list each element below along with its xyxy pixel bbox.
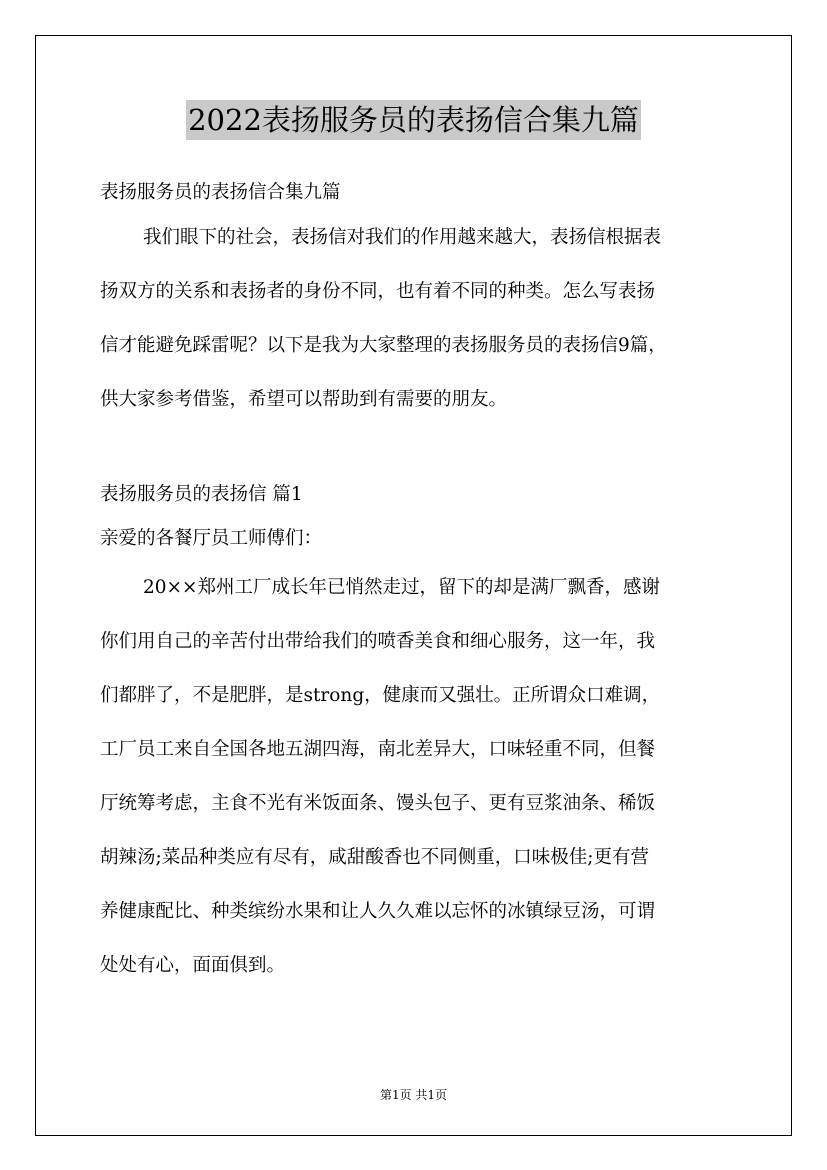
section-heading: 表扬服务员的表扬信 篇1 bbox=[100, 484, 303, 505]
document-subtitle: 表扬服务员的表扬信合集九篇 bbox=[100, 182, 341, 203]
title-container bbox=[0, 100, 827, 140]
document-title: 2022表扬服务员的表扬信合集九篇 bbox=[186, 100, 641, 140]
body-line: 养健康配比、种类缤纷水果和让人久久难以忘怀的冰镇绿豆汤，可谓 bbox=[100, 901, 656, 922]
body-line: 处处有心，面面俱到。 bbox=[100, 955, 286, 976]
spacer bbox=[100, 427, 740, 473]
body-line: 们都胖了，不是肥胖，是strong，健康而又强壮。正所谓众口难调， bbox=[100, 685, 661, 706]
body-line: 厅统筹考虑，主食不光有米饭面条、馒头包子、更有豆浆油条、稀饭 bbox=[100, 793, 656, 814]
intro-line: 供大家参考借鉴，希望可以帮助到有需要的朋友。 bbox=[100, 389, 508, 410]
body-line: 工厂员工来自全国各地五湖四海，南北差异大，口味轻重不同，但餐 bbox=[100, 739, 656, 760]
salutation: 亲爱的各餐厅员工师傅们： bbox=[100, 528, 323, 549]
intro-line: 信才能避免踩雷呢？以下是我为大家整理的表扬服务员的表扬信9篇， bbox=[100, 335, 667, 356]
body-line: 胡辣汤;菜品种类应有尽有，咸甜酸香也不同侧重，口味极佳;更有营 bbox=[100, 847, 649, 868]
intro-line: 我们眼下的社会，表扬信对我们的作用越来越大，表扬信根据表 bbox=[143, 227, 662, 248]
body-line: 你们用自己的辛苦付出带给我们的喷香美食和细心服务，这一年，我 bbox=[100, 631, 656, 652]
body-line: 20××郑州工厂成长年已悄然走过，留下的却是满厂飘香，感谢 bbox=[143, 577, 661, 598]
body-paragraph bbox=[100, 561, 740, 993]
intro-line: 扬双方的关系和表扬者的身份不同，也有着不同的种类。怎么写表扬 bbox=[100, 281, 656, 302]
intro-paragraph bbox=[100, 211, 740, 427]
document-body bbox=[100, 175, 740, 993]
page-footer: 第1页 共1页 bbox=[379, 1088, 448, 1102]
